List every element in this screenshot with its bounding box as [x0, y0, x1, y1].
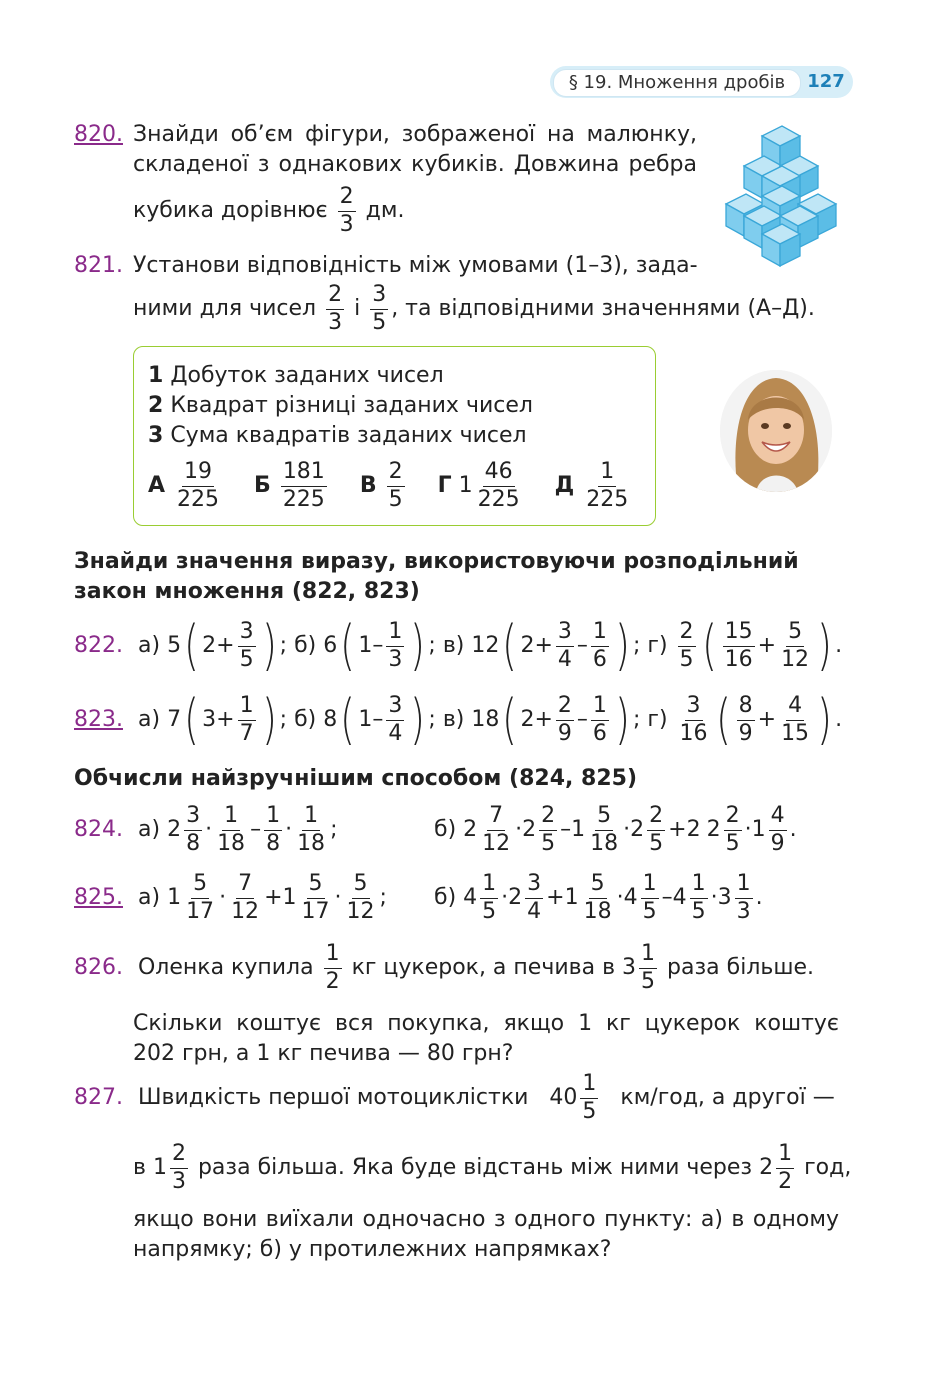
problem-821-text2: ними для чисел $\frac{2}{3}$ і $\frac{3}{5}$ , та відповідними значеннями (А–Д).	[133, 282, 815, 335]
problem-825a: 825. а) 1 $\frac{5}{17}$ · $\frac{7}{12}$ +1 $\frac{5}{17}$ · $\frac{5}{12}$ ;	[74, 871, 387, 924]
condition-1: 1 Добуток заданих чисел	[148, 363, 444, 388]
fraction: $\frac{2}{3}$	[328, 282, 343, 335]
problem-number: 825.	[74, 885, 123, 910]
problem-825b: б) 4 $\frac{1}{5}$ ·2 $\frac{3}{4}$ +1 $\frac{5}{18}$ ·4 $\frac{1}{5}$ –4 $\frac{1}{5}$ ·3 $\frac{1}{3}$ .	[434, 871, 763, 924]
problem-827-line2: в 1 $\frac{2}{3}$ раза більша. Яка буде відстань між ними через 2 $\frac{1}{2}$ год,	[133, 1141, 852, 1194]
problem-number: 827.	[74, 1085, 123, 1110]
girl-photo	[720, 370, 832, 492]
problem-826-line2: Скільки коштує вся покупка, якщо 1 кг цукерок коштує	[133, 1011, 839, 1036]
problem-820-text3: кубика дорівнює $\frac{2}{3}$ дм.	[133, 184, 405, 237]
problem-823: 823. а) 7( 3+ $\frac{1}{7}$ ) ; б) 8( 1– $\frac{3}{4}$ ) ; в) 18( 2+ $\frac{2}{9}$ – $\frac{1}{6}$ ) ; г) $\frac{3}{16}$ ( $\frac{8}{9}$ + $\frac{4}{15}$ ) .	[74, 688, 843, 751]
heading-distributive-line1: Знайди значення виразу, використовуючи розподільний	[74, 549, 799, 574]
problem-820-text1: Знайди об’єм фігури, зображеної на малюнку,	[133, 122, 697, 147]
problem-number: 823.	[74, 707, 123, 732]
problem-number: 821.	[74, 253, 123, 278]
problem-821-text1: Установи відповідність між умовами (1–3), зада-	[133, 253, 698, 278]
problem-822: 822. а) 5( 2+ $\frac{3}{5}$ ) ; б) 6( 1– $\frac{1}{3}$ ) ; в) 12( 2+ $\frac{3}{4}$ – $\frac{1}{6}$ ) ; г) $\frac{2}{5}$ ( $\frac{15}{16}$ + $\frac{5}{12}$ ) .	[74, 614, 843, 677]
problem-827-line4: напрямку; б) у протилежних напрямках?	[133, 1237, 612, 1262]
problem-number: 820.	[74, 122, 123, 147]
fraction: $\frac{2}{3}$	[339, 184, 354, 237]
fraction: $\frac{3}{5}$	[372, 282, 387, 335]
condition-3: 3 Сума квадратів заданих чисел	[148, 423, 527, 448]
answer-options: А $\frac{19}{225}$ Б $\frac{181}{225}$ В $\frac{2}{5}$ Г 1 $\frac{46}{225}$ Д $\frac{1}{225}$	[148, 459, 629, 512]
problem-821-line1	[74, 252, 123, 280]
section-title: § 19. Множення дробів	[553, 69, 801, 97]
problem-number: 826.	[74, 955, 123, 980]
problem-820-text2: складеної з однакових кубиків. Довжина ребра	[133, 152, 697, 177]
condition-2: 2 Квадрат різниці заданих чисел	[148, 393, 533, 418]
problem-827-line3: якщо вони виїхали одночасно з одного пункту: а) в одному	[133, 1207, 839, 1232]
problem-827-line1: 827. Швидкість першої мотоциклістки 40 $\frac{1}{5}$ км/год, а другої —	[74, 1071, 835, 1124]
heading-distributive-line2: закон множення (822, 823)	[74, 579, 420, 604]
problem-824b: б) 2 $\frac{7}{12}$ ·2 $\frac{2}{5}$ –1 $\frac{5}{18}$ ·2 $\frac{2}{5}$ +2 2 $\frac{2}{5}$ ·1 $\frac{4}{9}$ .	[434, 803, 797, 856]
problem-820-line1	[74, 121, 123, 149]
problem-number: 824.	[74, 817, 123, 842]
problem-number: 822.	[74, 633, 123, 658]
problem-826-line3: 202 грн, а 1 кг печива — 80 грн?	[133, 1041, 514, 1066]
problem-824a: 824. а) 2 $\frac{3}{8}$ · $\frac{1}{18}$ – $\frac{1}{8}$ · $\frac{1}{18}$ ;	[74, 803, 338, 856]
page-number: 127	[807, 71, 845, 92]
problem-826-line1: 826. Оленка купила $\frac{1}{2}$ кг цукерок, а печива в 3 $\frac{1}{5}$ раза більше.	[74, 941, 815, 994]
cubes-figure	[722, 124, 842, 270]
heading-convenient: Обчисли найзручнішим способом (824, 825)	[74, 766, 638, 791]
